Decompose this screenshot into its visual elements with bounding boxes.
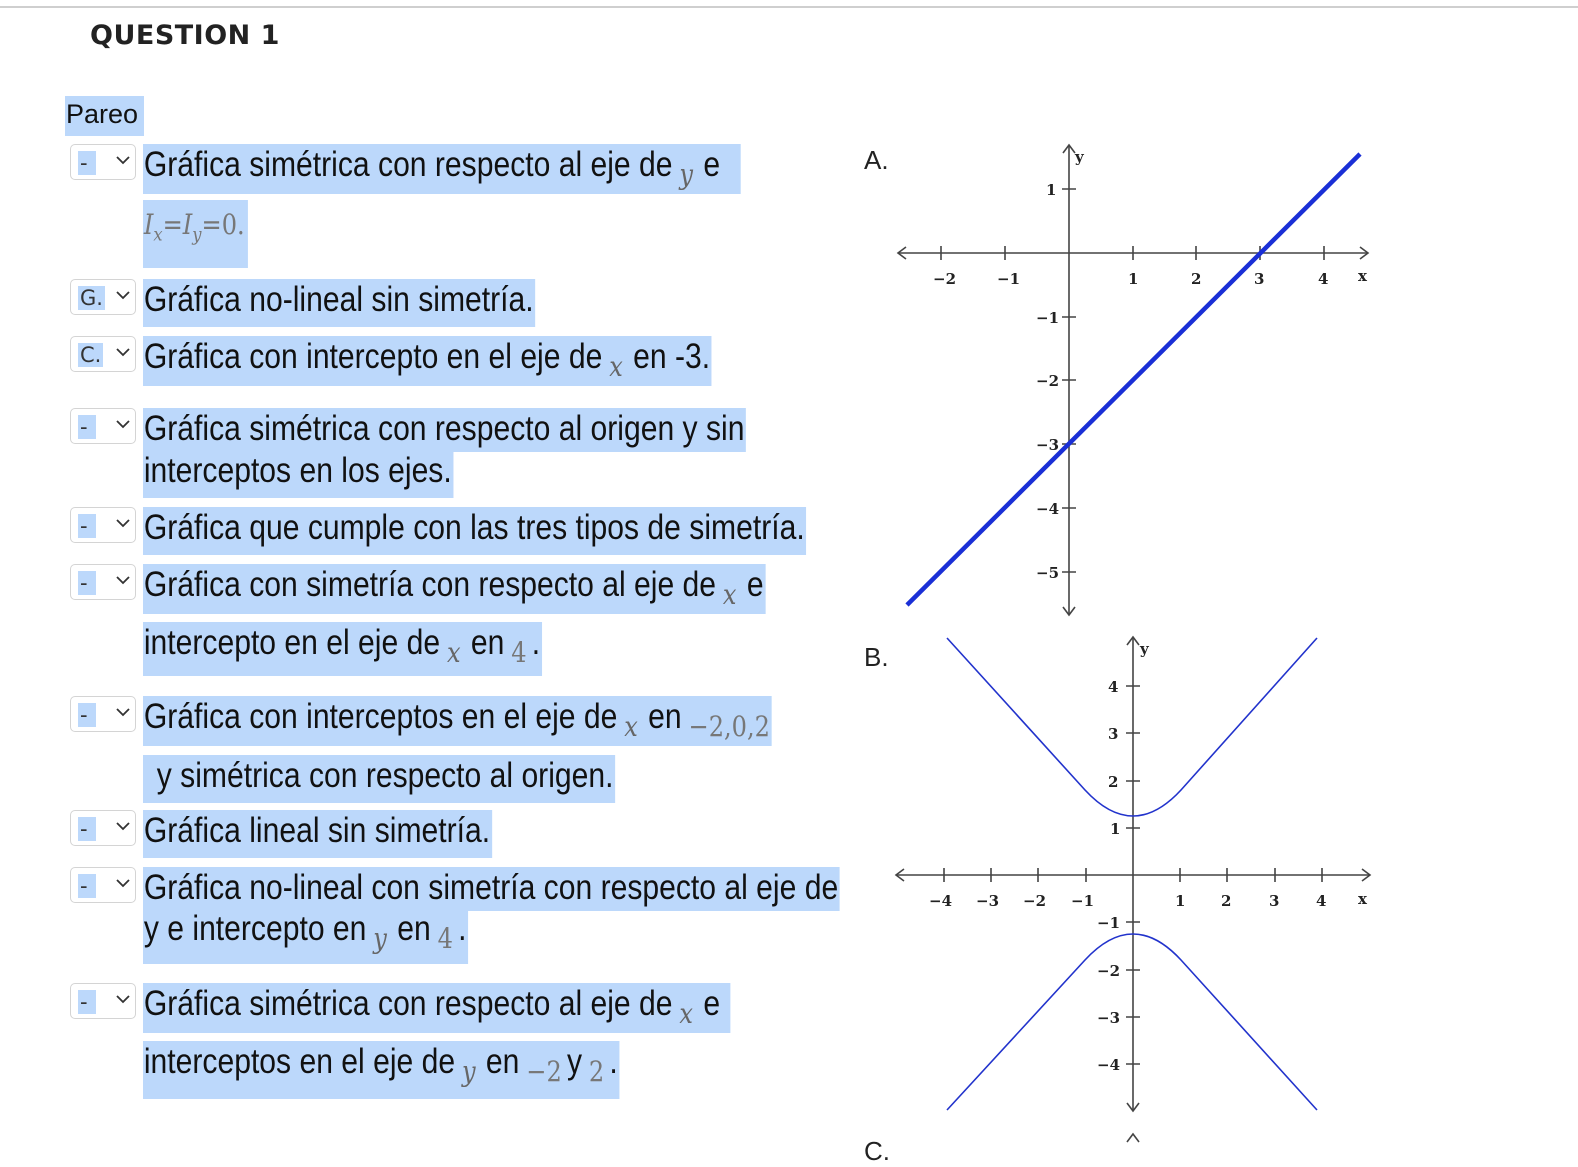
item-text: interceptos en los ejes. bbox=[143, 452, 453, 498]
item-text: . bbox=[609, 1042, 618, 1081]
tick-label: −2 bbox=[1097, 962, 1121, 980]
item-text: intercepto en el eje de bbox=[143, 623, 441, 662]
section-label: Pareo bbox=[65, 96, 144, 136]
tick-label: 1 bbox=[1110, 820, 1121, 838]
graph-b-upper-branch bbox=[947, 638, 1317, 816]
tick-label: −4 bbox=[929, 892, 953, 910]
tick-label: 4 bbox=[1318, 270, 1329, 288]
item-text: en -3. bbox=[633, 337, 711, 376]
item-text: Gráfica simétrica con respecto al eje de bbox=[143, 145, 673, 184]
tick-label: −2 bbox=[1036, 372, 1060, 390]
item-text: Gráfica con interceptos en el eje de bbox=[143, 697, 618, 736]
select-value: - bbox=[78, 415, 96, 439]
item-text: en bbox=[397, 909, 431, 948]
item-text: Gráfica simétrica con respecto al eje de bbox=[143, 984, 673, 1023]
graph-a-y-label: y bbox=[1075, 148, 1084, 166]
item-text: e bbox=[703, 145, 721, 184]
item-text: . bbox=[531, 623, 541, 662]
math-number: 4 bbox=[511, 636, 527, 669]
tick-label: −4 bbox=[1036, 500, 1060, 518]
math-var: x bbox=[624, 710, 638, 743]
tick-label: 4 bbox=[1316, 892, 1327, 910]
select-value: - bbox=[78, 151, 96, 175]
math-var: x bbox=[679, 997, 693, 1030]
math-number: −2,0,2 bbox=[688, 710, 770, 743]
graph-a-x-label: x bbox=[1358, 267, 1367, 285]
tick-label: −4 bbox=[1097, 1056, 1121, 1074]
tick-label: 2 bbox=[1108, 773, 1119, 791]
math-var: I bbox=[182, 208, 193, 241]
math-subscript: x bbox=[153, 223, 163, 246]
tick-label: −2 bbox=[1023, 892, 1047, 910]
tick-label: 1 bbox=[1175, 892, 1186, 910]
math-op: = bbox=[162, 208, 183, 241]
math-number: 4 bbox=[437, 922, 453, 955]
math-number: −2 bbox=[526, 1055, 562, 1088]
item-text: en bbox=[470, 623, 505, 662]
item-text: y simétrica con respecto al origen. bbox=[156, 756, 614, 795]
math-var: x bbox=[722, 578, 737, 611]
item-text: Gráfica simétrica con respecto al origen y sin bbox=[143, 408, 746, 452]
math-var: x bbox=[446, 636, 461, 669]
tick-label: −1 bbox=[997, 270, 1021, 288]
tick-label: −1 bbox=[1097, 914, 1121, 932]
item-text: Gráfica que cumple con las tres tipos de simetría. bbox=[143, 507, 806, 555]
tick-label: −1 bbox=[1071, 892, 1095, 910]
math-var: y bbox=[373, 922, 387, 955]
select-value: - bbox=[78, 571, 96, 595]
graph-b-lower-branch bbox=[947, 934, 1317, 1110]
tick-label: 4 bbox=[1108, 678, 1119, 696]
math-subscript: y bbox=[192, 223, 202, 246]
item-text: interceptos en el eje de bbox=[143, 1042, 456, 1081]
math-var: x bbox=[609, 350, 623, 383]
select-value: - bbox=[78, 514, 96, 538]
tick-label: 3 bbox=[1269, 892, 1280, 910]
math-var: I bbox=[143, 208, 154, 241]
select-value: - bbox=[78, 703, 96, 727]
tick-label: 3 bbox=[1254, 270, 1265, 288]
tick-label: 1 bbox=[1128, 270, 1139, 288]
select-value: - bbox=[78, 990, 96, 1014]
item-text: en bbox=[485, 1042, 520, 1081]
graph-a-label: A. bbox=[864, 145, 889, 175]
tick-label: −3 bbox=[1036, 436, 1060, 454]
item-text: y e intercepto en bbox=[143, 909, 367, 948]
graph-c-label: C. bbox=[864, 1136, 890, 1166]
tick-label: −2 bbox=[933, 270, 957, 288]
select-value: C. bbox=[80, 343, 102, 367]
graph-b-x-label: x bbox=[1358, 890, 1367, 908]
graph-c-y-arrow-partial bbox=[1127, 1134, 1139, 1142]
item-text: y bbox=[566, 1042, 583, 1081]
math-number: 2 bbox=[588, 1055, 605, 1088]
item-text: e bbox=[703, 984, 721, 1023]
tick-label: 3 bbox=[1108, 725, 1119, 743]
tick-label: 2 bbox=[1221, 892, 1232, 910]
item-text: e bbox=[746, 565, 764, 604]
select-value: G. bbox=[80, 286, 103, 310]
tick-label: −5 bbox=[1036, 564, 1060, 582]
item-text: Gráfica lineal sin simetría. bbox=[143, 810, 492, 858]
item-text: Gráfica no-lineal sin simetría. bbox=[143, 279, 535, 327]
tick-label: −1 bbox=[1036, 309, 1060, 327]
graph-b-label: B. bbox=[864, 642, 889, 672]
select-value: - bbox=[78, 874, 96, 898]
item-text: Gráfica con simetría con respecto al eje de bbox=[143, 565, 717, 604]
math-var: y bbox=[461, 1055, 476, 1088]
select-value: - bbox=[78, 817, 96, 841]
item-text: . bbox=[458, 909, 467, 948]
question-title: QUESTION 1 bbox=[90, 20, 280, 51]
tick-label: 2 bbox=[1191, 270, 1202, 288]
graph-b-y-label: y bbox=[1140, 640, 1149, 658]
item-text: en bbox=[648, 697, 682, 736]
tick-label: −3 bbox=[1097, 1009, 1121, 1027]
item-text: Gráfica no-lineal con simetría con respecto al eje de bbox=[143, 867, 840, 911]
item-text: Gráfica con intercepto en el eje de bbox=[143, 337, 603, 376]
tick-label: 1 bbox=[1046, 181, 1057, 199]
math-var: y bbox=[679, 158, 694, 191]
math-op: =0. bbox=[201, 208, 245, 241]
tick-label: −3 bbox=[976, 892, 1000, 910]
